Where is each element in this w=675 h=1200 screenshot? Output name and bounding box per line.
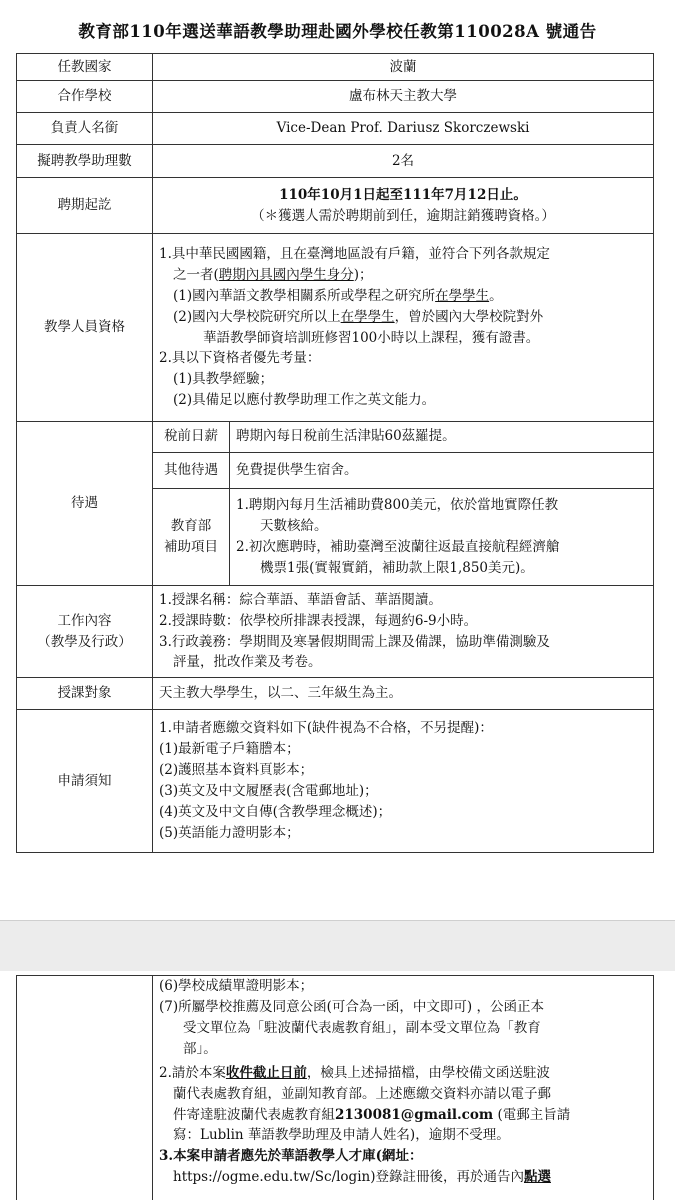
row-students	[17, 678, 654, 710]
apply-line: (1)最新電子戶籍謄本；	[159, 741, 300, 758]
cont-line: 受文單位為「駐波蘭代表處教育組」，副本受文單位為「教育	[183, 1019, 541, 1036]
work-line: 3.行政義務：學期間及寒暑假期間需上課及備課，協助準備測驗及	[159, 633, 550, 650]
qual-text: (2)國內大學校院研究所以上	[173, 308, 341, 325]
benefits-subtable	[153, 422, 653, 585]
value-benefits	[153, 422, 654, 586]
qual-line	[159, 286, 647, 307]
cont-line: 3.本案申請者應先於華語教學人才庫(網址：	[159, 1148, 423, 1165]
row-benefits	[17, 422, 654, 586]
label-work-line: 工作內容	[57, 612, 112, 629]
cont-line: 蘭代表處教育組，並副知教育部。上述應繳交資料亦請以電子郵	[173, 1085, 551, 1102]
label-work	[17, 586, 153, 678]
qual-line	[159, 307, 647, 328]
url-text: https://ogme.edu.tw/Sc/login)登錄註冊後，再於通告內	[173, 1169, 524, 1186]
qual-text: 之一者(	[173, 266, 219, 283]
row-period	[17, 178, 654, 234]
value-contact: Vice-Dean Prof. Dariusz Skorczewski	[153, 113, 654, 145]
label-benefits: 待遇	[17, 422, 153, 586]
benefit-salary-label: 稅前日薪	[153, 422, 230, 452]
qual-underlined: 在學學生	[340, 308, 395, 325]
work-line: 評量，批改作業及考卷。	[173, 654, 322, 671]
value-apply-continued	[153, 976, 654, 1200]
qual-line: 華語教學師資培訓班修習100小時以上課程，獲有證書。	[203, 329, 540, 346]
label-contact: 負責人名銜	[17, 113, 153, 145]
value-apply	[153, 710, 654, 853]
period-dates: 110年10月1日起至111年7月12日止。	[279, 186, 527, 203]
qual-underlined: 在學學生	[435, 287, 490, 304]
row-school	[17, 81, 654, 113]
value-period	[153, 178, 654, 234]
row-contact	[17, 113, 654, 145]
apply-line: (5)英語能力證明影本；	[159, 824, 300, 841]
cont-text: 點選	[523, 1169, 551, 1186]
deadline-emphasis: 收件截止日前	[225, 1064, 307, 1081]
cont-text: (電郵主旨請	[493, 1106, 571, 1123]
label-qualification: 教學人員資格	[17, 234, 153, 422]
qual-text: ，曾於國內大學校院對外	[394, 308, 544, 325]
benefit-moe-label-line: 教育部	[170, 517, 212, 534]
document-page-2	[0, 971, 675, 1200]
benefit-moe-line: 2.初次應聘時，補助臺灣至波蘭往返最直接航程經濟艙	[236, 538, 560, 555]
label-period: 聘期起訖	[17, 178, 153, 234]
page-separator	[0, 920, 675, 971]
qual-line: 2.具以下資格者優先考量：	[159, 350, 321, 367]
row-positions	[17, 145, 654, 178]
row-work	[17, 586, 654, 678]
benefit-moe-line: 1.聘期內每月生活補助費800美元，依於當地實際任教	[236, 496, 559, 513]
value-students: 天主教大學學生，以二、三年級生為主。	[153, 678, 654, 710]
qual-text: (1)國內華語文教學相關系所或學程之研究所	[173, 287, 436, 304]
benefit-salary-value: 聘期內每日稅前生活津貼60茲羅提。	[230, 422, 654, 452]
benefit-moe-line: 機票1張(實報實銷，補助款上限1,850美元)。	[260, 559, 534, 576]
value-school: 盧布林天主教大學	[153, 81, 654, 113]
qual-text: 。	[489, 287, 503, 304]
value-country: 波蘭	[153, 54, 654, 81]
benefit-row-other	[153, 452, 653, 488]
announcement-table	[16, 53, 654, 853]
label-country: 任教國家	[17, 54, 153, 81]
qual-line: 1.具中華民國國籍，且在臺灣地區設有戶籍，並符合下列各款規定	[159, 245, 550, 262]
value-positions: 2名	[153, 145, 654, 178]
benefit-row-moe	[153, 488, 653, 585]
qual-line: (1)具教學經驗；	[173, 371, 274, 388]
cont-line: 部」。	[183, 1040, 217, 1057]
cont-text: ，檢具上述掃描檔，由學校備文函送駐波	[306, 1064, 550, 1081]
cont-line	[159, 1167, 647, 1188]
benefit-row-salary	[153, 422, 653, 452]
benefit-moe-value	[230, 488, 654, 585]
work-line: 1.授課名稱：綜合華語、華語會話、華語閱讀。	[159, 591, 442, 608]
cont-text: 件寄達駐波蘭代表處教育組	[173, 1106, 335, 1123]
qual-underlined: 聘期內具國內學生身分	[218, 266, 354, 283]
apply-line: (2)護照基本資料頁影本；	[159, 762, 314, 779]
cont-line: (7)所屬學校推薦及同意公函(可合為一函，中文即可) ，公函正本	[159, 998, 544, 1015]
apply-line: 1.申請者應繳交資料如下(缺件視為不合格，不另提醒)：	[159, 720, 493, 737]
value-work	[153, 586, 654, 678]
label-students: 授課對象	[17, 678, 153, 710]
apply-line: (3)英文及中文履歷表(含電郵地址)；	[159, 783, 378, 799]
qual-line: (2)具備足以應付教學助理工作之英文能力。	[173, 392, 436, 409]
row-apply	[17, 710, 654, 853]
benefit-other-label: 其他待遇	[153, 452, 230, 488]
email-address: 2130081@gmail.com	[335, 1106, 494, 1123]
qual-line	[159, 265, 647, 286]
label-apply-continued	[17, 976, 153, 1200]
continuation-table	[16, 975, 654, 1200]
cont-line	[159, 1105, 647, 1126]
benefit-moe-line: 天數核給。	[260, 517, 328, 534]
label-positions: 擬聘教學助理數	[17, 145, 153, 178]
document-title: 教育部110年選送華語教學助理赴國外學校任教第110028A 號通告	[78, 22, 597, 41]
cont-line	[159, 1063, 647, 1084]
qual-text: )；	[353, 266, 373, 283]
row-country	[17, 54, 654, 81]
cont-line: (6)學校成績單證明影本；	[159, 978, 314, 994]
row-qualification	[17, 234, 654, 422]
label-work-line: （教學及行政）	[37, 633, 132, 650]
benefit-other-value: 免費提供學生宿舍。	[230, 452, 654, 488]
label-apply: 申請須知	[17, 710, 153, 853]
apply-line: (4)英文及中文自傳(含教學理念概述)；	[159, 803, 392, 820]
period-note: （＊獲選人需於聘期前到任，逾期註銷獲聘資格。）	[251, 207, 555, 224]
work-line: 2.授課時數：依學校所排課表授課，每週約6-9小時。	[159, 612, 478, 629]
row-apply-continued	[17, 976, 654, 1200]
label-school: 合作學校	[17, 81, 153, 113]
cont-line: 寫：Lublin 華語教學助理及申請人姓名)，逾期不受理。	[173, 1127, 510, 1144]
value-qualification	[153, 234, 654, 422]
benefit-moe-label-line: 補助項目	[164, 538, 218, 555]
benefit-moe-label	[153, 488, 230, 585]
cont-text: 2.請於本案	[159, 1064, 226, 1081]
